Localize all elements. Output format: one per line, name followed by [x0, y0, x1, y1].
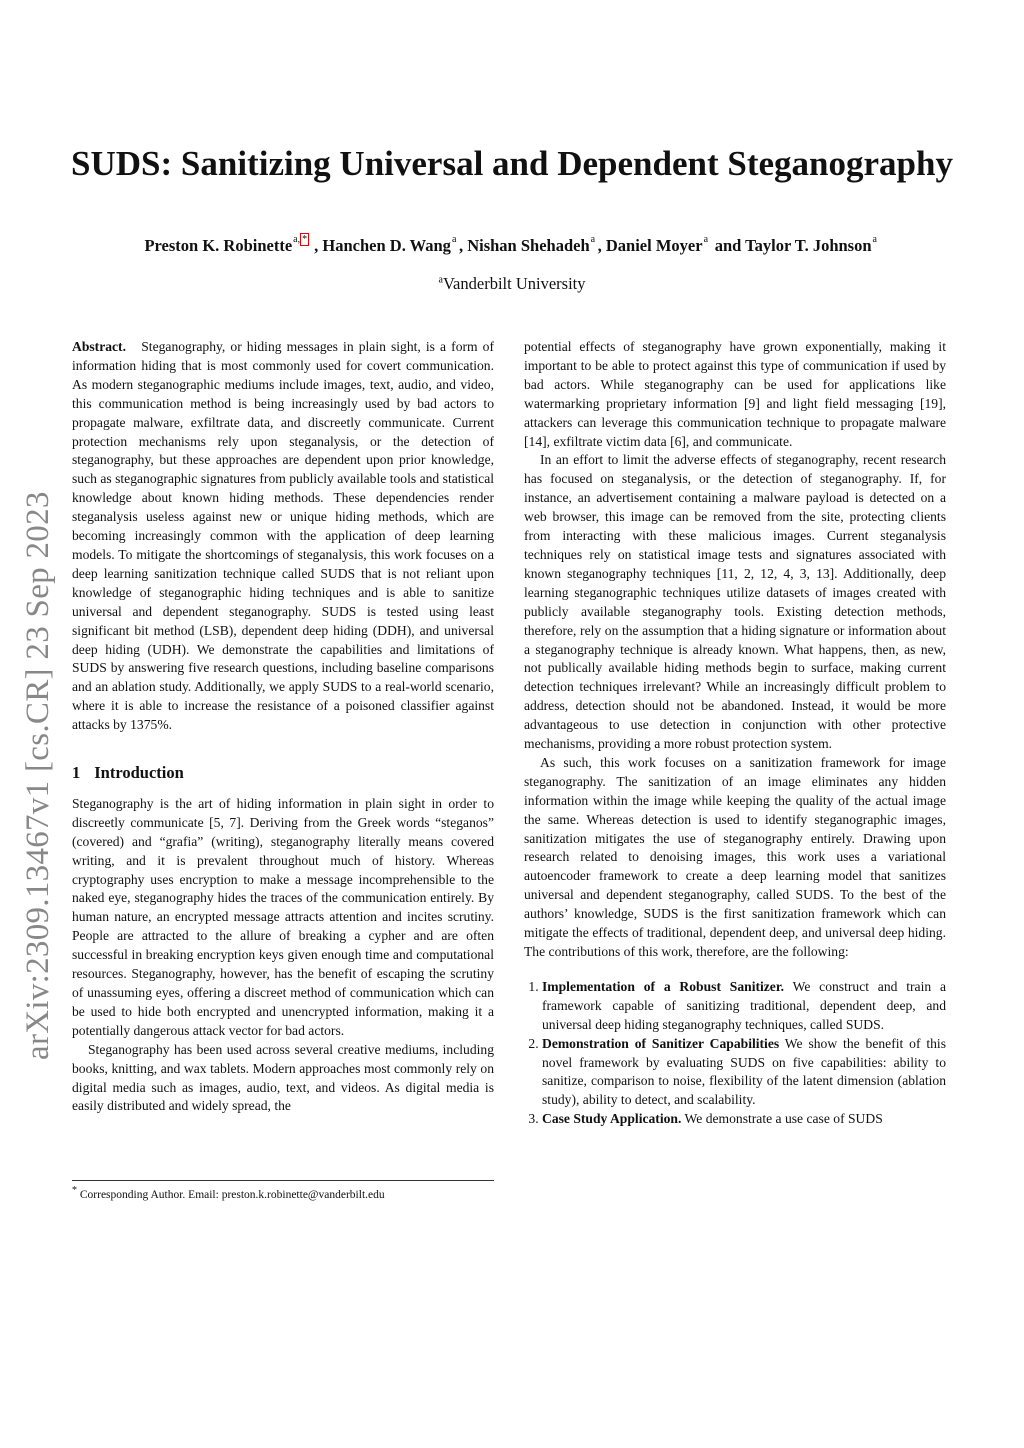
- paragraph: potential effects of steganography have grown exponentially, making it important to be able to protect against this type of communication if used by bad actors. While steganography can be used for applications like watermarking proprietary information [9] and light field messaging [19], attackers can leverage this communication technique to propagate malware [14], exfiltrate victim data [6], and communicate.: [524, 339, 946, 449]
- abstract: [72, 338, 494, 735]
- paper-title: SUDS: Sanitizing Universal and Dependent Steganography: [71, 144, 953, 183]
- item-text: We demonstrate a use case of SUDS: [684, 1111, 883, 1127]
- affil-mark: a: [703, 234, 709, 245]
- item-text: We construct and train a framework capable of sanitizing traditional, dependent deep, and universal deep hiding steganography techniques, called SUDS.: [542, 978, 946, 1032]
- affil-mark: a: [438, 274, 443, 286]
- section-number: 1: [72, 763, 81, 783]
- paragraph: As such, this work focuses on a sanitization framework for image steganography. The sanitization of an image eliminates any hidden information within the image while keeping the quality of the actual image the same. Whereas detection is used to identify steganographic images, sanitization mitigates the use of steganography entirely. Drawing upon research related to denoising images, this work uses a variational autoencoder framework to create a deep learning model that sanitizes universal and dependent steganography, called SUDS. To the best of the authors’ knowledge, SUDS is the first sanitization framework which can mitigate the effects of traditional, dependent deep, and universal deep hiding. The contributions of this work, therefore, are the following:: [524, 754, 946, 959]
- section-heading: [72, 764, 494, 783]
- footnote: [72, 1180, 494, 1201]
- author: Daniel Moyer: [605, 236, 703, 255]
- contributions-list: [524, 978, 946, 1129]
- abstract-label: Abstract.: [72, 339, 126, 354]
- left-column: [72, 338, 494, 1116]
- item-title: Implementation of a Robust Sanitizer.: [542, 978, 785, 994]
- paragraph: In an effort to limit the adverse effects of steganography, recent research has focused on steganalysis, or the detection of steganography. If, for instance, an advertisement containing a malware payload is detected on a web browser, this image can be removed from the site, protecting clients from interacting with these malicious images. Current steganalysis techniques rely on statistical image tests and signatures associated with known steganography techniques [11, 2, 12, 4, 3, 13]. Additionally, deep learning steganographic techniques utilize datasets of images created with publicly available steganography tools. Existing detection methods, therefore, rely on the assumption that a hiding signature or information about a steganography technique is already known. What happens, then, as new, not publically available hiding methods begin to surface, making current detection techniques irrelevant? While an increasingly difficult problem to address, detection should not be abandoned. Instead, it would be more advantageous to use detection in conjunction with other protective mechanisms, providing a more robust protection system.: [524, 452, 946, 752]
- author-line-text: Preston K. Robinette , Hanchen D. Wang , Nishan Shehadeh , Daniel Moyer and Taylor T. Johnson: [144, 236, 879, 255]
- footnote-text: Corresponding Author. Email: preston.k.robinette@vanderbilt.edu: [79, 1188, 385, 1201]
- section-title: Introduction: [94, 763, 184, 783]
- paragraph: Steganography is the art of hiding information in plain sight in order to discreetly communicate [5, 7]. Deriving from the Greek words “steganos” (covered) and “grafia” (writing), steganography literally means covered writing, and it is prevalent throughout much of history. Whereas cryptography uses encryption to make a message incomprehensible to the naked eye, steganography hides the traces of the communication entirely. By human nature, an encrypted message attracts attention and incites scrutiny. People are attracted to the allure of breaking a cypher and are often successful in breaking encryption keys given enough time and computational resources. Steganography, however, has the benefit of escaping the scrutiny of unassuming eyes, offering a discreet method of communication which can be used to hide both encrypted and unencrypted information, making it a potentially dangerous attack vector for bad actors.: [72, 795, 494, 1038]
- author: Preston K. Robinette: [144, 236, 293, 255]
- item-title: Case Study Application.: [542, 1111, 682, 1127]
- arxiv-watermark: arXiv:2309.13467v1 [cs.CR] 23 Sep 2023: [20, 491, 56, 1060]
- author: Nishan Shehadeh: [467, 236, 590, 255]
- affiliation-name: Vanderbilt University: [442, 274, 586, 293]
- list-item: [542, 978, 946, 1035]
- affil-mark: a: [451, 234, 457, 245]
- list-item: [542, 1035, 946, 1111]
- affil-mark: a: [872, 234, 877, 245]
- item-title: Demonstration of Sanitizer Capabilities: [542, 1035, 780, 1051]
- affiliation: [0, 274, 1024, 294]
- author: Hanchen D. Wang: [322, 236, 451, 255]
- author: Taylor T. Johnson: [745, 236, 872, 255]
- footnote-mark: *: [72, 1185, 77, 1196]
- author-line: [0, 236, 1024, 256]
- right-column: [524, 338, 946, 1129]
- paragraph: Steganography has been used across several creative mediums, including books, knitting, and wax tablets. Modern approaches most commonly rely on digital media such as images, audio, text, and videos. As digital media is easily distributed and widely spread, the: [72, 1041, 494, 1114]
- item-text: We show the benefit of this novel framework by evaluating SUDS on five capabilities: ability to sanitize, comparison to noise, flexibility of the latent dimension (ablation study), ability to detect, and scalability.: [542, 1035, 946, 1108]
- abstract-text: Steganography, or hiding messages in plain sight, is a form of information hiding that is most commonly used for covert communication. As modern steganographic mediums include images, text, audio, and video, this communication method is being increasingly used by bad actors to propagate malware, exfiltrate data, and discreetly communicate. Current protection mechanisms rely upon steganalysis, or the detection of steganography, but these approaches are dependent upon prior knowledge, such as steganographic signatures from publicly available tools and statistical knowledge about known hiding methods. These dependencies render steganalysis useless against new or unique hiding methods, which are becoming increasingly common with the application of deep learning models. To mitigate the shortcomings of steganalysis, this work focuses on a deep learning sanitization technique called SUDS that is not reliant upon knowledge of steganographic hiding techniques and is able to sanitize universal and dependent steganography. SUDS is tested using least significant bit method (LSB), dependent deep hiding (DDH), and universal deep hiding (UDH). We demonstrate the capabilities and limitations of SUDS by answering five research questions, including baseline comparisons and an ablation study. Additionally, we apply SUDS to a real-world scenario, where it is able to increase the resistance of a poisoned classifier against attacks by 1375%.: [72, 339, 495, 733]
- affil-mark: a: [590, 234, 596, 245]
- list-item: [542, 1110, 946, 1129]
- affil-and-footnote-mark[interactable]: a, *: [293, 234, 308, 245]
